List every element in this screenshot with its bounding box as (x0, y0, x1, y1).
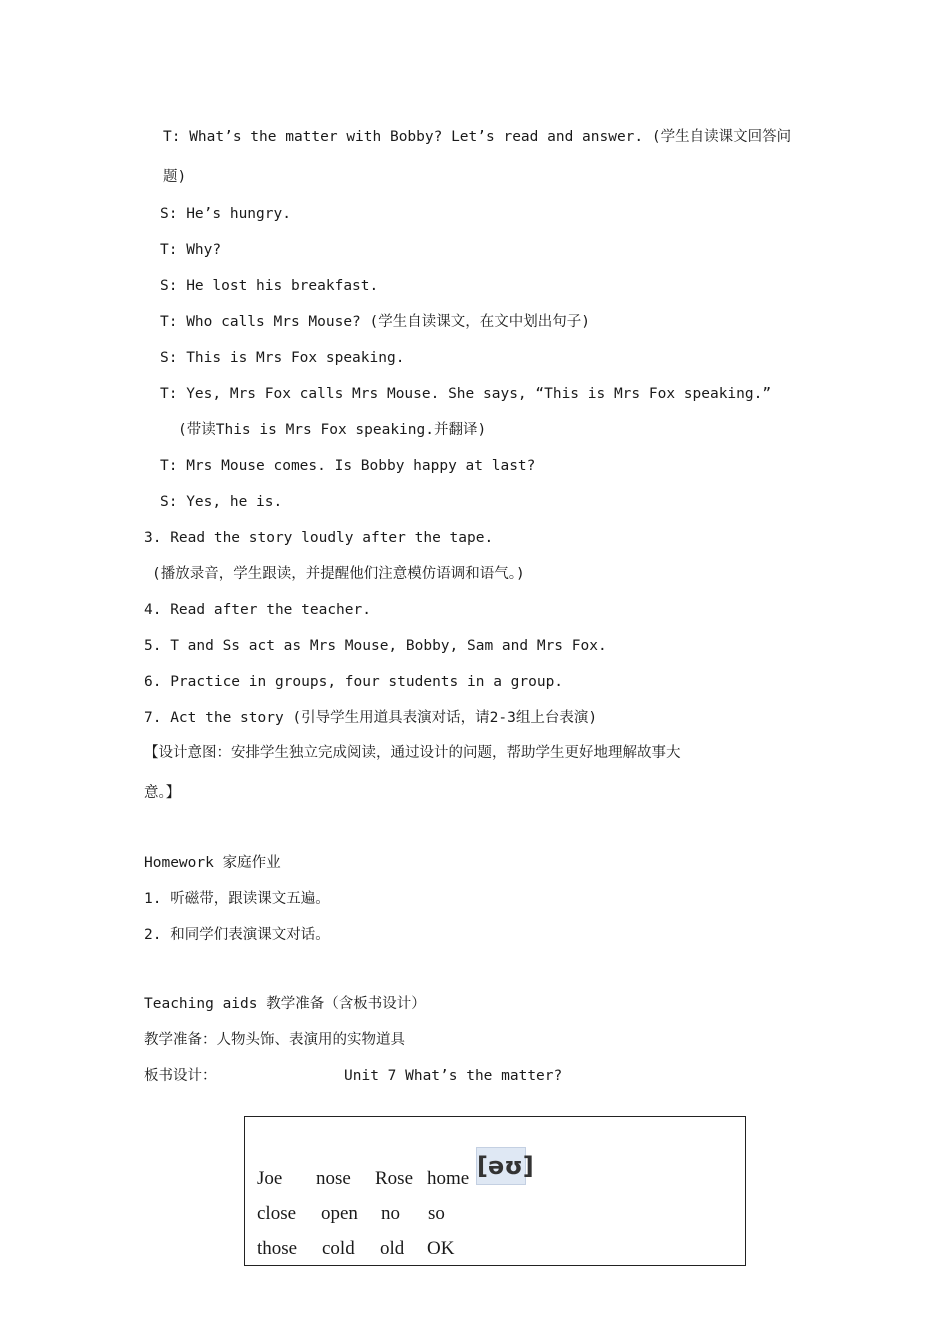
phonetic-symbol-image: [əʊ] (476, 1147, 526, 1185)
step-item: 7. Act the story (引导学生用道具表演对话，请2-3组上台表演) (144, 710, 598, 726)
board-word: Rose (375, 1168, 413, 1189)
board-word: so (428, 1203, 445, 1224)
blackboard-design (244, 1116, 746, 1266)
board-word: old (380, 1238, 405, 1259)
board-word: cold (322, 1238, 355, 1259)
step-item: 6. Practice in groups, four students in a group. (144, 674, 564, 690)
step-item: (播放录音，学生跟读，并提醒他们注意模仿语调和语气。) (152, 566, 525, 582)
dialogue-line: T: Yes, Mrs Fox calls Mrs Mouse. She says, “This is Mrs Fox speaking.” (160, 386, 772, 402)
step-item: 4. Read after the teacher. (144, 602, 371, 618)
board-title: Unit 7 What’s the matter? (344, 1068, 563, 1084)
dialogue-line: S: He lost his breakfast. (160, 278, 379, 294)
design-intent: 意。】 (144, 785, 181, 801)
board-row (257, 1203, 445, 1225)
board-word: those (257, 1238, 298, 1259)
teaching-prep: 教学准备：人物头饰、表演用的实物道具 (144, 1032, 405, 1048)
homework-item: 2. 和同学们表演课文对话。 (144, 927, 330, 943)
dialogue-line: T: Who calls Mrs Mouse? (学生自读课文，在文中划出句子) (160, 314, 590, 330)
board-word: no (381, 1203, 400, 1224)
board-word: OK (427, 1238, 455, 1259)
board-word: nose (316, 1168, 351, 1189)
teaching-aids-title: Teaching aids 教学准备（含板书设计） (144, 996, 426, 1012)
dialogue-line: 题) (163, 169, 187, 185)
step-item: 3. Read the story loudly after the tape. (144, 530, 494, 546)
board-row (257, 1168, 469, 1190)
dialogue-line: T: What’s the matter with Bobby? Let’s read and answer. (学生自读课文回答问 (163, 129, 792, 145)
board-word: close (257, 1203, 297, 1224)
homework-title: Homework 家庭作业 (144, 855, 281, 871)
board-row (257, 1238, 454, 1260)
dialogue-line: S: This is Mrs Fox speaking. (160, 350, 405, 366)
board-word: Joe (257, 1168, 283, 1189)
step-item: 5. T and Ss act as Mrs Mouse, Bobby, Sam and Mrs Fox. (144, 638, 607, 654)
dialogue-line: T: Why? (160, 242, 222, 258)
dialogue-line: T: Mrs Mouse comes. Is Bobby happy at last? (160, 458, 536, 474)
board-word: home (427, 1168, 470, 1189)
dialogue-line: (带读This is Mrs Fox speaking.并翻译) (178, 422, 487, 438)
homework-item: 1. 听磁带，跟读课文五遍。 (144, 891, 330, 907)
board-word: open (321, 1203, 358, 1224)
design-intent: 【设计意图：安排学生独立完成阅读，通过设计的问题，帮助学生更好地理解故事大 (144, 745, 681, 761)
board-label: 板书设计： (144, 1068, 217, 1084)
dialogue-line: S: Yes, he is. (160, 494, 283, 510)
dialogue-line: S: He’s hungry. (160, 206, 291, 222)
